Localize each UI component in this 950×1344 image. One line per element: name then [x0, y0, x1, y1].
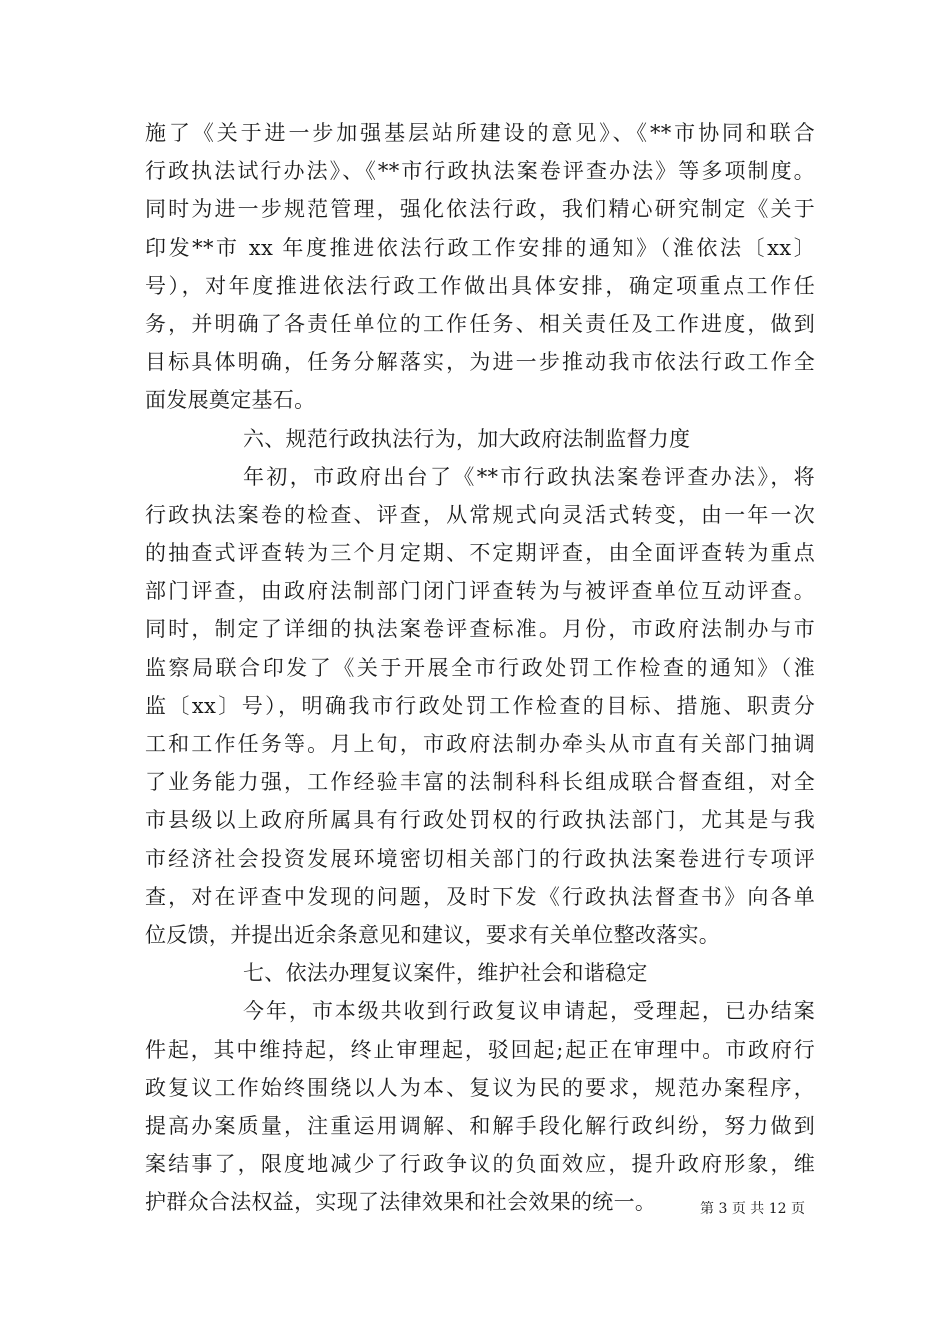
page-number: 第 3 页 共 12 页 — [700, 1201, 805, 1217]
text-line: 政复议工作始终围绕以人为本、复议为民的要求，规范办案程序， — [145, 1075, 815, 1100]
section-heading: 六、规范行政执法行为，加大政府法制监督力度 — [243, 426, 691, 451]
text-line: 部门评查，由政府法制部门闭门评查转为与被评查单位互动评查。 — [145, 579, 815, 604]
text-line: 监〔xx〕号），明确我市行政处罚工作检查的目标、措施、职责分 — [145, 693, 815, 718]
text-line: 年初，市政府出台了《**市行政执法案卷评查办法》，将 — [243, 464, 815, 489]
section-heading: 七、依法办理复议案件，维护社会和谐稳定 — [243, 961, 648, 986]
text-line: 监察局联合印发了《关于开展全市行政处罚工作检查的通知》（淮 — [145, 655, 815, 680]
text-line: 提高办案质量，注重运用调解、和解手段化解行政纠纷，努力做到 — [145, 1113, 815, 1138]
text-line: 件起，其中维持起，终止审理起，驳回起;起正在审理中。市政府行 — [145, 1037, 815, 1062]
text-line: 了业务能力强，工作经验丰富的法制科科长组成联合督查组，对全 — [145, 770, 815, 795]
text-line: 的抽查式评查转为三个月定期、不定期评查，由全面评查转为重点 — [145, 541, 815, 566]
text-line: 同时，制定了详细的执法案卷评查标准。月份，市政府法制办与市 — [145, 617, 815, 642]
text-line: 务，并明确了各责任单位的工作任务、相关责任及工作进度，做到 — [145, 311, 815, 336]
text-line: 面发展奠定基石。 — [145, 388, 316, 413]
document-body — [145, 114, 815, 1221]
text-line: 印发**市 xx 年度推进依法行政工作安排的通知》（淮依法〔xx〕 — [145, 235, 815, 260]
text-line: 施了《关于进一步加强基层站所建设的意见》、《**市协同和联合 — [145, 121, 815, 145]
text-line: 工和工作任务等。月上旬，市政府法制办牵头从市直有关部门抽调 — [145, 732, 815, 756]
text-line: 今年，市本级共收到行政复议申请起，受理起，已办结案 — [243, 999, 815, 1024]
text-line: 护群众合法权益，实现了法律效果和社会效果的统一。 — [145, 1190, 657, 1215]
text-line: 查，对在评查中发现的问题，及时下发《行政执法督查书》向各单 — [145, 884, 815, 909]
text-line: 市县级以上政府所属具有行政处罚权的行政执法部门，尤其是与我 — [145, 808, 815, 833]
text-line: 市经济社会投资发展环境密切相关部门的行政执法案卷进行专项评 — [145, 846, 815, 871]
text-line: 号），对年度推进依法行政工作做出具体安排，确定项重点工作任 — [145, 273, 815, 298]
text-line: 同时为进一步规范管理，强化依法行政，我们精心研究制定《关于 — [145, 197, 815, 222]
text-line: 位反馈，并提出近余条意见和建议，要求有关单位整改落实。 — [145, 922, 721, 947]
text-line: 行政执法案卷的检查、评查，从常规式向灵活式转变，由一年一次 — [145, 502, 815, 527]
text-line: 目标具体明确，任务分解落实，为进一步推动我市依法行政工作全 — [145, 350, 815, 375]
text-line: 行政执法试行办法》、《**市行政执法案卷评查办法》等多项制度。 — [145, 159, 815, 184]
text-line: 案结事了，限度地减少了行政争议的负面效应，提升政府形象，维 — [145, 1152, 815, 1177]
